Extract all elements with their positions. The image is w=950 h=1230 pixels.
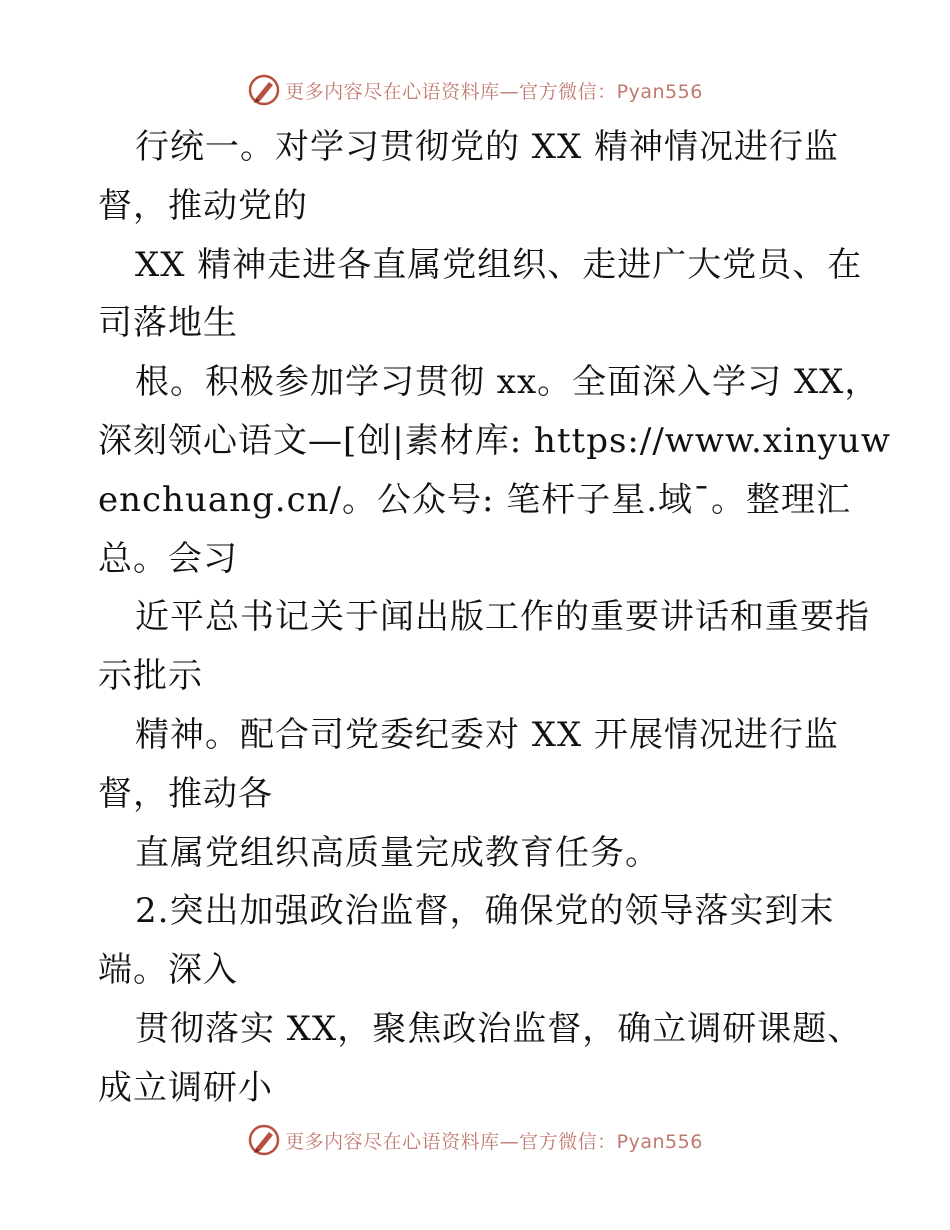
- text-line: 根。积极参加学习贯彻 xx。全面深入学习 XX，: [135, 362, 880, 403]
- text-line: 直属党组织高质量完成教育任务。: [135, 832, 660, 873]
- text-line: enchuang.cn/。公众号: 笔杆子星.域¯。整理汇: [98, 479, 852, 520]
- text-line: 深刻领心语文—[创|素材库: https://www.xinyuw: [98, 420, 892, 461]
- text-line: 近平总书记关于闻出版工作的重要讲话和重要指: [135, 597, 870, 638]
- text-line: 督，推动党的: [98, 185, 308, 226]
- text-line: 2.突出加强政治监督，确保党的领导落实到末: [135, 891, 835, 932]
- text-line: 总。会习: [98, 538, 238, 579]
- document-body: [98, 118, 892, 1118]
- footer-watermark-banner: [0, 1120, 950, 1160]
- text-line: XX 精神走进各直属党组织、走进广大党员、在: [135, 244, 863, 285]
- text-line: 精神。配合司党委纪委对 XX 开展情况进行监: [135, 714, 840, 755]
- text-line: 成立调研小: [98, 1067, 273, 1108]
- text-line: 贯彻落实 XX，聚焦政治监督，确立调研课题、: [135, 1008, 863, 1049]
- text-line: 行统一。对学习贯彻党的 XX 精神情况进行监: [135, 127, 840, 167]
- text-line: 示批示: [98, 656, 203, 697]
- pen-logo-icon: [247, 1123, 281, 1157]
- text-line: 司落地生: [98, 303, 238, 344]
- text-line: 督，推动各: [98, 773, 273, 814]
- text-line: 端。深入: [98, 950, 238, 991]
- header-watermark-banner: [0, 70, 950, 110]
- footer-watermark-text: 更多内容尽在心语资料库—官方微信：Pyan556: [285, 1130, 703, 1153]
- pen-logo-icon: [247, 73, 281, 107]
- header-watermark-text: 更多内容尽在心语资料库—官方微信：Pyan556: [285, 80, 703, 103]
